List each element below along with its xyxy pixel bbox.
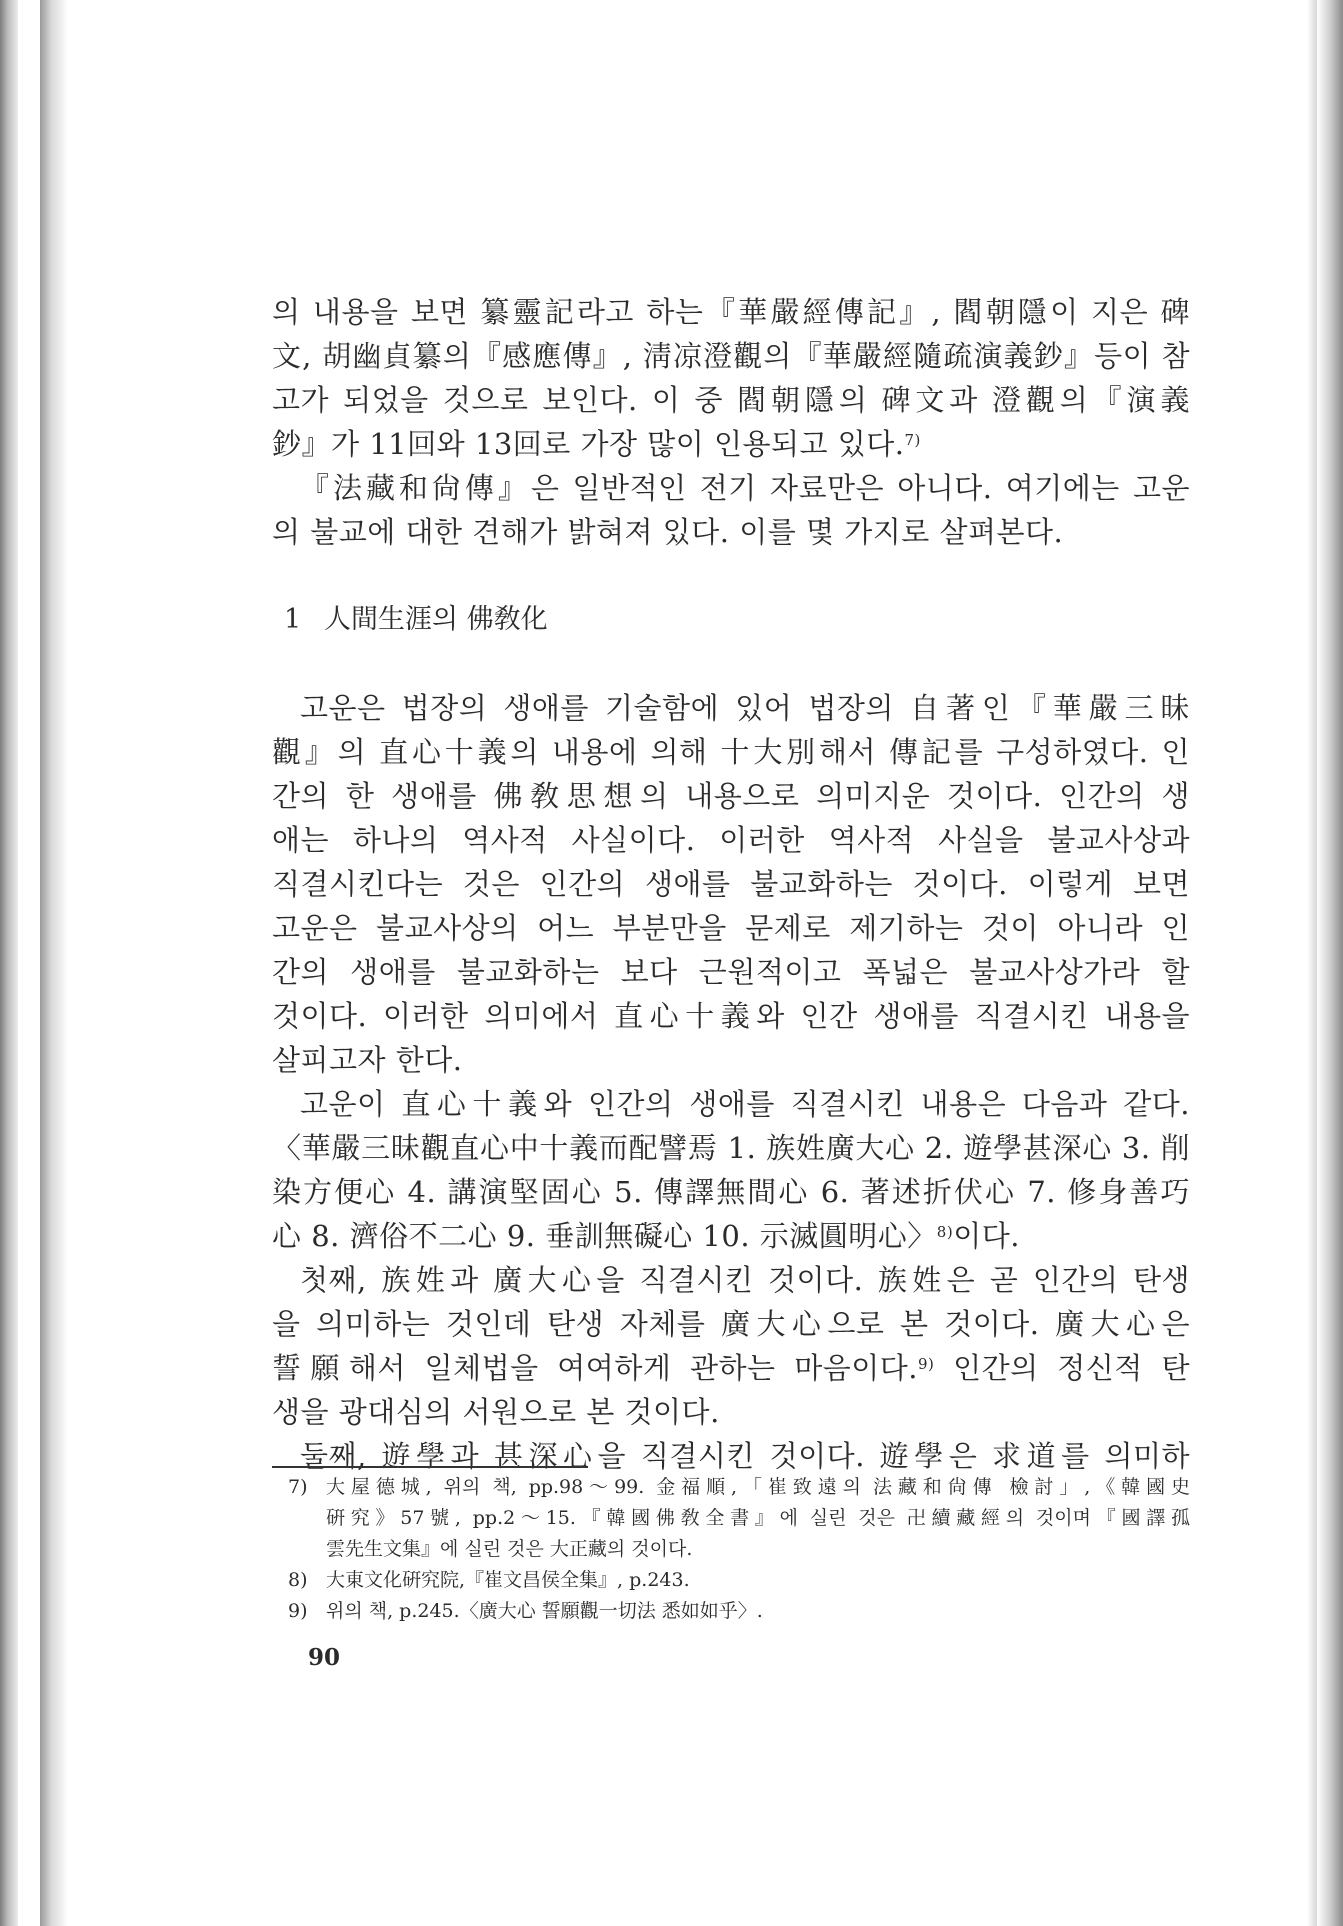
- paragraph-first: [272, 1258, 1190, 1434]
- text-line: 간의 생애를 불교화하는 보다 근원적이고 폭넓은 불교사상가라 할: [272, 955, 1190, 989]
- footnote-text: 大東文化硏究院,『崔文昌侯全集』, p.243.: [326, 1569, 690, 1591]
- text-segment: 이다.: [953, 1219, 1020, 1253]
- text-line: 觀』의 直心十義의 내용에 의해 十大別해서 傳記를 구성하였다. 인: [272, 735, 1190, 769]
- text-line: [272, 1214, 1190, 1258]
- text-line: 직결시킨다는 것은 인간의 생애를 불교화하는 것이다. 이렇게 보면: [272, 867, 1190, 901]
- paragraph-sources: [272, 290, 1190, 466]
- page-edge-fold-right: [1307, 0, 1317, 1926]
- footnotes: [272, 1472, 1190, 1627]
- footnote-number: 9): [288, 1600, 308, 1622]
- text-line: 둘째, 遊學과 甚深心을 직결시킨 것이다. 遊學은 求道를 의미하: [300, 1439, 1190, 1473]
- footnote-8: [272, 1565, 1190, 1596]
- section-number: 1: [284, 604, 302, 635]
- text-line: [272, 1346, 1190, 1390]
- text-segment: 鈔』가 11回와 13回로 가장 많이 인용되고 있다.: [272, 427, 905, 461]
- text-line: 살피고자 한다.: [272, 1043, 463, 1077]
- footnote-9: [272, 1596, 1190, 1627]
- text-line: 첫째, 族姓과 廣大心을 직결시킨 것이다. 族姓은 곧 인간의 탄생: [300, 1263, 1190, 1297]
- text-line: 『法藏和尙傳』은 일반적인 전기 자료만은 아니다. 여기에는 고운: [300, 471, 1190, 505]
- footnote-line: 硏究》57號, pp.2～15.『韓國佛敎全書』에 실린 것은 卍續藏經의 것이며『國譯孤: [326, 1507, 1190, 1529]
- body-text: [272, 290, 1190, 1478]
- footnote-ref: 8): [936, 1223, 954, 1241]
- text-line: 간의 한 생애를 佛敎思想의 내용으로 의미지운 것이다. 인간의 생: [272, 779, 1190, 813]
- footnote-ref: 9): [918, 1355, 935, 1373]
- text-line: 을 의미하는 것인데 탄생 자체를 廣大心으로 본 것이다. 廣大心은: [272, 1307, 1190, 1341]
- section-heading: [272, 598, 1190, 642]
- footnote-number: 7): [288, 1476, 308, 1498]
- text-segment: 誓願해서 일체법을 여여하게 관하는 마음이다.: [272, 1351, 918, 1385]
- footnote-text: [326, 1472, 1190, 1565]
- page-edge-shadow-right: [1317, 0, 1343, 1926]
- page-edge-fold-left: [40, 0, 68, 1926]
- section-title: 人間生涯의 佛敎化: [324, 604, 548, 635]
- paragraph-biography-intro: [272, 466, 1190, 554]
- text-segment: 心 8. 濟俗不二心 9. 垂訓無礙心 10. 示滅圓明心〉: [272, 1219, 937, 1253]
- page-edge-shadow-left: [0, 0, 18, 1926]
- text-line: 고운은 법장의 생애를 기술함에 있어 법장의 自著인『華嚴三昧: [300, 691, 1190, 725]
- text-line: 애는 하나의 역사적 사실이다. 이러한 역사적 사실을 불교사상과: [272, 823, 1190, 857]
- text-line: 의 내용을 보면 纂靈記라고 하는『華嚴經傳記』, 閻朝隱이 지은 碑: [272, 295, 1190, 329]
- text-line: 고운이 直心十義와 인간의 생애를 직결시킨 내용은 다음과 같다.: [300, 1087, 1190, 1121]
- text-line: 의 불교에 대한 견해가 밝혀져 있다. 이를 몇 가지로 살펴본다.: [272, 515, 1064, 549]
- text-line: 고가 되었을 것으로 보인다. 이 중 閻朝隱의 碑文과 澄觀의『演義: [272, 383, 1190, 417]
- footnote-text: 위의 책, p.245.〈廣大心 誓願觀一切法 悉如如乎〉.: [326, 1600, 763, 1622]
- text-line: 것이다. 이러한 의미에서 直心十義와 인간 생애를 직결시킨 내용을: [272, 999, 1190, 1033]
- text-line: 〈華嚴三昧觀直心中十義而配譬焉 1. 族姓廣大心 2. 遊學甚深心 3. 削: [272, 1131, 1190, 1165]
- footnote-number: 8): [288, 1569, 308, 1591]
- text-line: 고운은 불교사상의 어느 부분만을 문제로 제기하는 것이 아니라 인: [272, 911, 1190, 945]
- text-line: 文, 胡幽貞纂의『感應傳』, 淸凉澄觀의『華嚴經隨疏演義鈔』등이 참: [272, 339, 1190, 373]
- footnote-7: [272, 1472, 1190, 1565]
- page-number: 90: [308, 1644, 341, 1671]
- text-line: [272, 422, 1190, 466]
- footnote-divider: [272, 1466, 588, 1468]
- text-line: 생을 광대심의 서원으로 본 것이다.: [272, 1395, 720, 1429]
- text-segment: 인간의 정신적 탄: [953, 1351, 1190, 1385]
- paragraph-ten-meanings: [272, 1082, 1190, 1258]
- text-line: 染方便心 4. 講演堅固心 5. 傳譯無間心 6. 著述折伏心 7. 修身善巧: [272, 1175, 1190, 1209]
- paragraph-life-buddhism: [272, 686, 1190, 1082]
- footnote-ref: 7): [904, 431, 921, 449]
- footnote-line: 雲先生文集』에 실린 것은 大正藏의 것이다.: [326, 1538, 693, 1560]
- footnote-line: 大屋德城, 위의 책, pp.98～99. 金福順,「崔致遠의 法藏和尙傳 檢討」,《韓國史: [326, 1476, 1190, 1498]
